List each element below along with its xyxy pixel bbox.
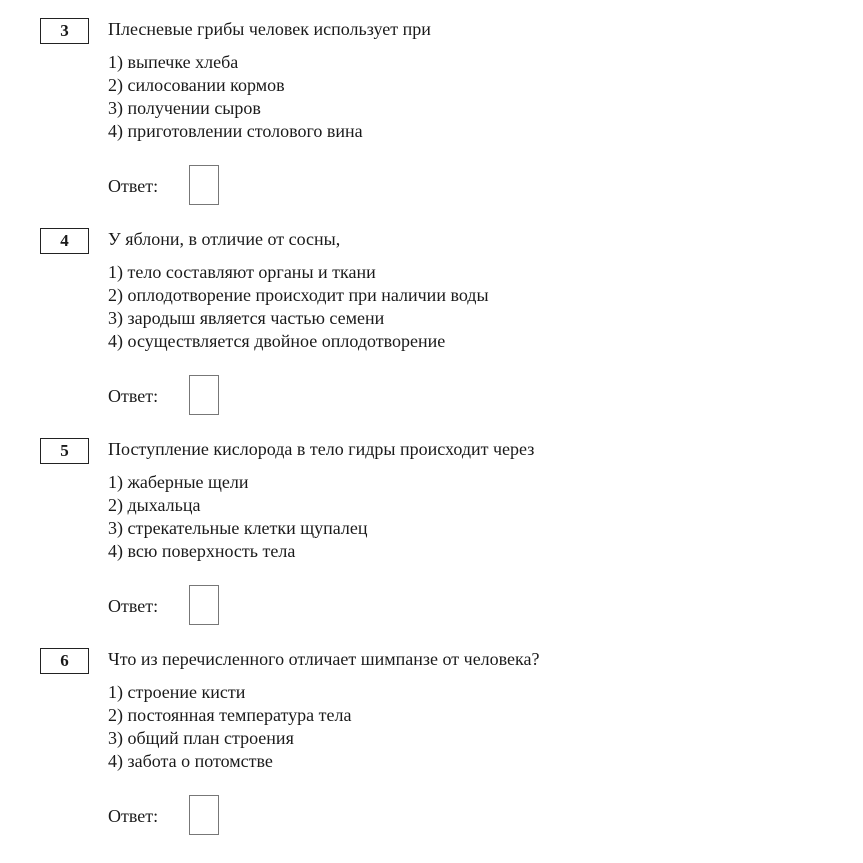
options-list — [108, 681, 352, 773]
option: 2) постоянная температура тела — [108, 705, 352, 725]
option: 1) строение кисти — [108, 682, 246, 702]
options-list — [108, 51, 363, 143]
task-3 — [0, 10, 863, 220]
option: 4) всю поверхность тела — [108, 541, 296, 561]
question-text: Плесневые грибы человек использует при — [108, 19, 431, 39]
option: 2) силосовании кормов — [108, 75, 285, 95]
task-6 — [0, 640, 863, 850]
question-text: Поступление кислорода в тело гидры происходит через — [108, 439, 535, 459]
option: 4) забота о потомстве — [108, 751, 273, 771]
option: 4) осуществляется двойное оплодотворение — [108, 331, 446, 351]
option: 3) стрекательные клетки щупалец — [108, 518, 368, 538]
question-text: У яблони, в отличие от сосны, — [108, 229, 341, 249]
task-number-box: 4 — [40, 228, 89, 254]
question-text: Что из перечисленного отличает шимпанзе от человека? — [108, 649, 540, 669]
option: 1) тело составляют органы и ткани — [108, 262, 376, 282]
task-4 — [0, 220, 863, 430]
options-list — [108, 261, 489, 353]
answer-input-box[interactable] — [189, 795, 219, 835]
answer-label: Ответ: — [108, 176, 159, 196]
option: 4) приготовлении столового вина — [108, 121, 363, 141]
answer-label: Ответ: — [108, 386, 159, 406]
option: 3) зародыш является частью семени — [108, 308, 385, 328]
option: 1) выпечке хлеба — [108, 52, 239, 72]
options-list — [108, 471, 368, 563]
task-number-box: 5 — [40, 438, 89, 464]
answer-label: Ответ: — [108, 806, 159, 826]
task-number-box: 3 — [40, 18, 89, 44]
option: 2) дыхальца — [108, 495, 201, 515]
answer-label: Ответ: — [108, 596, 159, 616]
answer-input-box[interactable] — [189, 165, 219, 205]
option: 2) оплодотворение происходит при наличии воды — [108, 285, 489, 305]
answer-input-box[interactable] — [189, 375, 219, 415]
option: 3) общий план строения — [108, 728, 294, 748]
task-5 — [0, 430, 863, 640]
answer-input-box[interactable] — [189, 585, 219, 625]
task-number-box: 6 — [40, 648, 89, 674]
option: 3) получении сыров — [108, 98, 261, 118]
option: 1) жаберные щели — [108, 472, 249, 492]
